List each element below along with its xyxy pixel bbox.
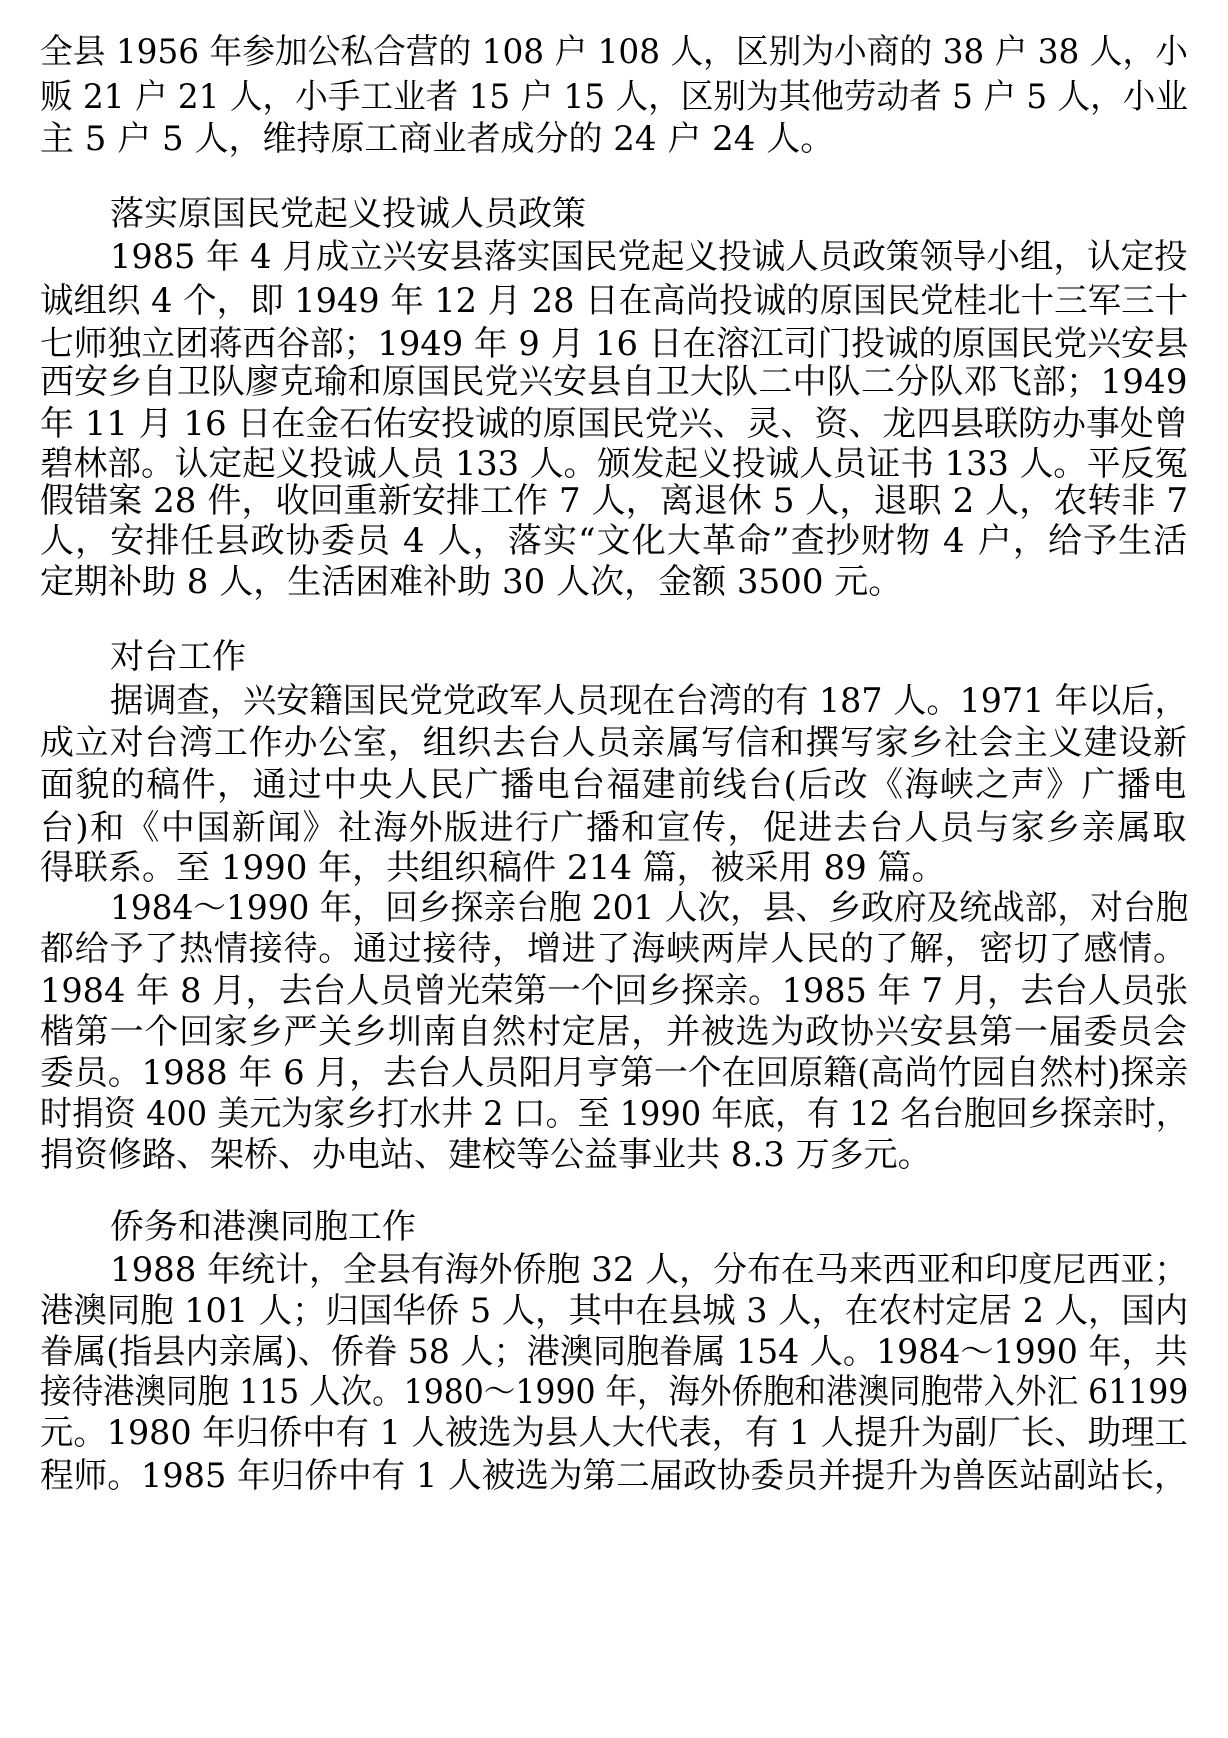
text-line: 年 11 月 16 日在金石佑安投诚的原国民党兴、灵、资、龙四县联防办事处曾 [40,404,1188,444]
text-line: 捐资修路、架桥、办电站、建校等公益事业共 8.3 万多元。 [40,1135,932,1175]
text-line: 碧林部。认定起义投诚人员 133 人。颁发起义投诚人员证书 133 人。平反冤 [40,444,1189,484]
text-line: 楷第一个回家乡严关乡圳南自然村定居，并被选为政协兴安县第一届委员会 [40,1012,1188,1052]
text-line: 程师。1985 年归侨中有 1 人被选为第二届政协委员并提升为兽医站副站长， [40,1456,1188,1496]
text-line: 贩 21 户 21 人，小手工业者 15 户 15 人，区别为其他劳动者 5 户 5 人，小业 [40,77,1189,117]
text-line: 诚组织 4 个，即 1949 年 12 月 28 日在高尚投诚的原国民党桂北十三军三十 [40,281,1189,321]
text-line: 面貌的稿件，通过中央人民广播电台福建前线台(后改《海峡之声》广播电 [40,765,1188,805]
section-heading: 侨务和港澳同胞工作 [110,1207,416,1247]
text-line: 1984～1990 年，回乡探亲台胞 201 人次，县、乡政府及统战部，对台胞 [110,888,1189,928]
text-line: 1988 年统计，全县有海外侨胞 32 人，分布在马来西亚和印度尼西亚； [110,1250,1189,1290]
text-line: 人，安排任县政协委员 4 人，落实“文化大革命”查抄财物 4 户，给予生活 [40,521,1189,561]
text-line: 眷属(指县内亲属)、侨眷 58 人；港澳同胞眷属 154 人。1984～1990 年，共 [40,1332,1188,1372]
text-line: 台)和《中国新闻》社海外版进行广播和宣传，促进去台人员与家乡亲属取 [40,808,1188,848]
text-line: 假错案 28 件，收回重新安排工作 7 人，离退休 5 人，退职 2 人，农转非 7 [40,481,1189,521]
text-line: 接待港澳同胞 115 人次。1980～1990 年，海外侨胞和港澳同胞带入外汇 61199 [40,1372,1189,1412]
text-line: 主 5 户 5 人，维持原工商业者成分的 24 户 24 人。 [40,119,835,159]
text-line: 据调查，兴安籍国民党党政军人员现在台湾的有 187 人。1971 年以后， [110,681,1188,721]
section-heading: 对台工作 [110,637,246,677]
text-line: 都给予了热情接待。通过接待，增进了海峡两岸人民的了解，密切了感情。 [40,929,1188,969]
text-line: 委员。1988 年 6 月，去台人员阳月亨第一个在回原籍(高尚竹园自然村)探亲 [40,1053,1189,1093]
text-line: 1984 年 8 月，去台人员曾光荣第一个回乡探亲。1985 年 7 月，去台人员张 [40,971,1189,1011]
text-line: 时捐资 400 美元为家乡打水井 2 口。至 1990 年底，有 12 名台胞回乡探亲时， [40,1094,1188,1134]
text-line: 得联系。至 1990 年，共组织稿件 214 篇，被采用 89 篇。 [40,848,946,888]
text-line: 1985 年 4 月成立兴安县落实国民党起义投诚人员政策领导小组，认定投 [110,237,1188,277]
text-line: 元。1980 年归侨中有 1 人被选为县人大代表，有 1 人提升为副厂长、助理工 [40,1413,1188,1453]
text-line: 成立对台湾工作办公室，组织去台人员亲属写信和撰写家乡社会主义建设新 [40,723,1188,763]
text-line: 定期补助 8 人，生活困难补助 30 人次，金额 3500 元。 [40,562,903,602]
text-line: 西安乡自卫队廖克瑜和原国民党兴安县自卫大队二中队二分队邓飞部；1949 [40,362,1188,402]
text-line: 七师独立团蒋西谷部；1949 年 9 月 16 日在溶江司门投诚的原国民党兴安县 [40,324,1189,364]
section-heading: 落实原国民党起义投诚人员政策 [110,194,586,234]
text-line: 港澳同胞 101 人；归国华侨 5 人，其中在县城 3 人，在农村定居 2 人，国内 [40,1291,1189,1331]
text-line: 全县 1956 年参加公私合营的 108 户 108 人，区别为小商的 38 户 38 人，小 [40,32,1188,72]
